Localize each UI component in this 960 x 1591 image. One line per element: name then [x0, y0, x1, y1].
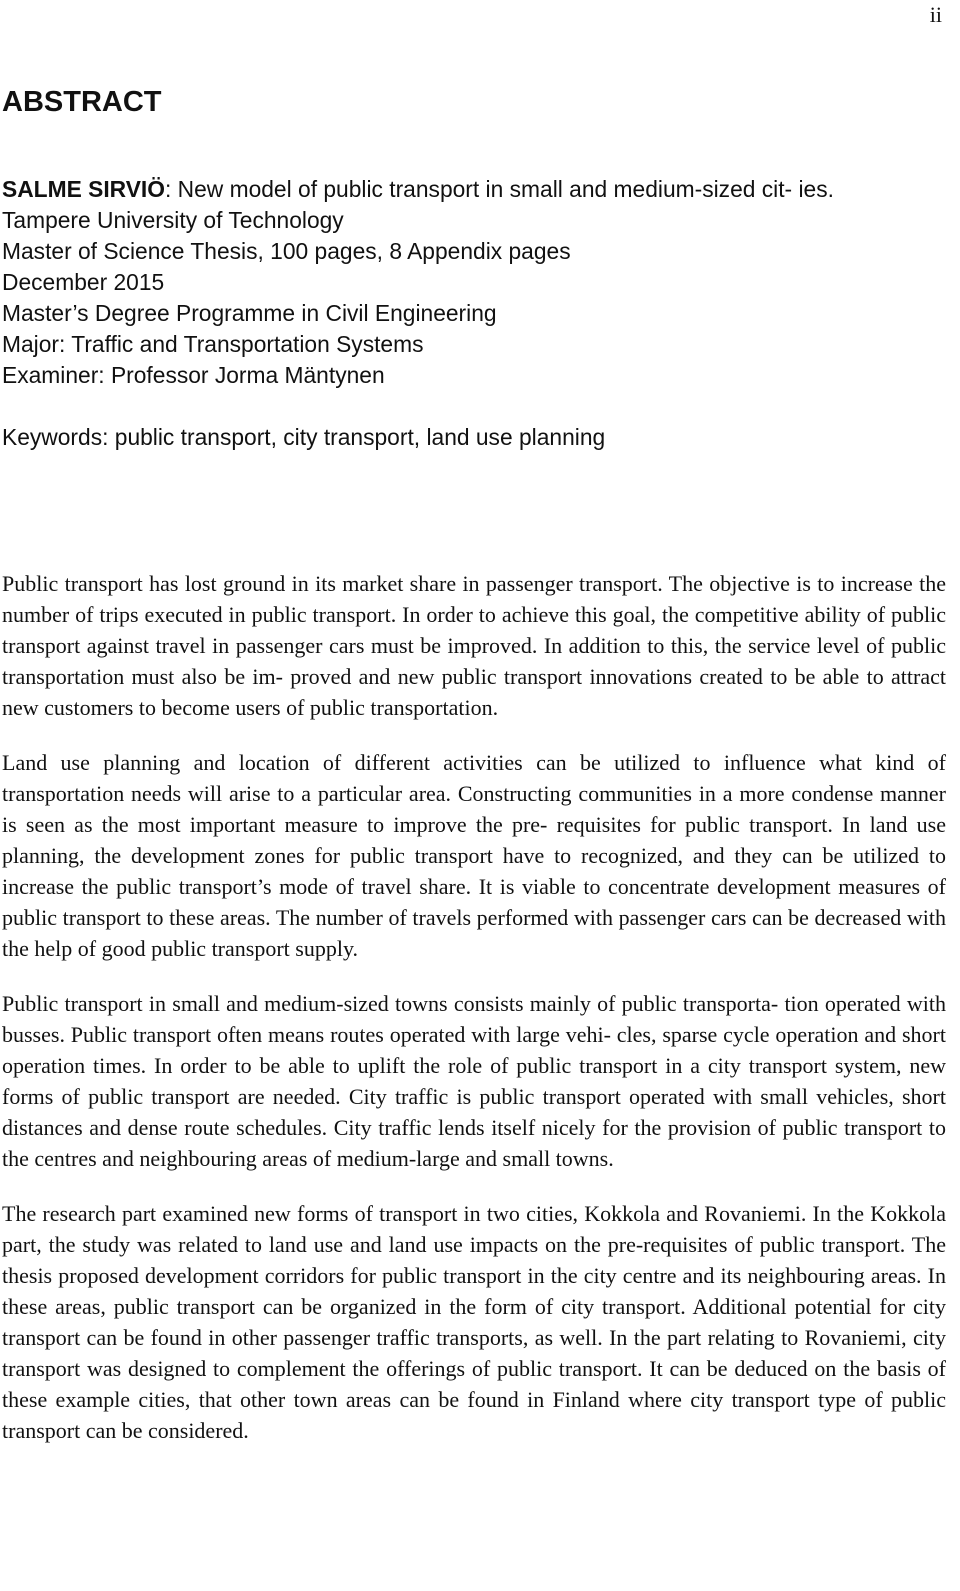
- abstract-paragraph: Public transport has lost ground in its market share in passenger transport. The objective is to increase the number of trips executed in public transport. In order to achieve this goal, the competitive ability of public transport against travel in passenger cars must be improved. In addition to this, the service level of public transportation must also be im- proved and new public transport innovations created to be able to attract new customers to become users of public transportation.: [2, 571, 946, 720]
- major: Major: Traffic and Transportation Systems: [2, 331, 424, 357]
- thesis-date: December 2015: [2, 269, 165, 295]
- page-number: ii: [929, 2, 942, 27]
- keywords: Keywords: public transport, city transport, land use planning: [2, 424, 606, 450]
- examiner: Examiner: Professor Jorma Mäntynen: [2, 362, 385, 388]
- thesis-title: : New model of public transport in small and medium-sized cit- ies.: [164, 176, 834, 202]
- abstract-paragraph: The research part examined new forms of transport in two cities, Kokkola and Rovaniemi. In the Kokkola part, the study was related to land use and land use impacts on the pre-requisites of public transport. The thesis proposed development corridors for public transport in the city centre and its neighbouring areas. In these areas, public transport can be organized in the form of city transport. Additional potential for city transport can be found in other passenger traffic transports, as well. In the part relating to Rovaniemi, city transport was designed to complement the offerings of public transport. It can be deduced on the basis of these example cities, that other town areas can be found in Finland where city transport type of public transport can be considered.: [2, 1201, 946, 1443]
- thesis-metadata: [2, 174, 946, 453]
- degree-programme: Master’s Degree Programme in Civil Engineering: [2, 300, 497, 326]
- university: Tampere University of Technology: [2, 207, 344, 233]
- abstract-paragraph: Land use planning and location of different activities can be utilized to influence what kind of transportation needs will arise to a particular area. Constructing communities in a more condense manner is seen as the most important measure to improve the pre- requisites for public transport. In land use planning, the development zones for public transport have to recognized, and they can be utilized to increase the public transport’s mode of travel share. It is viable to concentrate development measures of public transport to these areas. The number of travels performed with passenger cars can be decreased with the help of good public transport supply.: [2, 750, 946, 961]
- abstract-paragraph: Public transport in small and medium-sized towns consists mainly of public transporta- tion operated with busses. Public transport often means routes operated with large vehi- cles, sparse cycle operation and short operation times. In order to be able to uplift the role of public transport in a city transport system, new forms of public transport are needed. City traffic is public transport operated with small vehicles, short distances and dense route schedules. City traffic lends itself nicely for the provision of public transport to the centres and neighbouring areas of medium-large and small towns.: [2, 991, 946, 1171]
- abstract-heading: ABSTRACT: [2, 86, 162, 118]
- author-name: SALME SIRVIÖ: [2, 176, 165, 202]
- thesis-title-line: [2, 174, 946, 205]
- thesis-info: Master of Science Thesis, 100 pages, 8 Appendix pages: [2, 238, 571, 264]
- abstract-body: [2, 568, 946, 1470]
